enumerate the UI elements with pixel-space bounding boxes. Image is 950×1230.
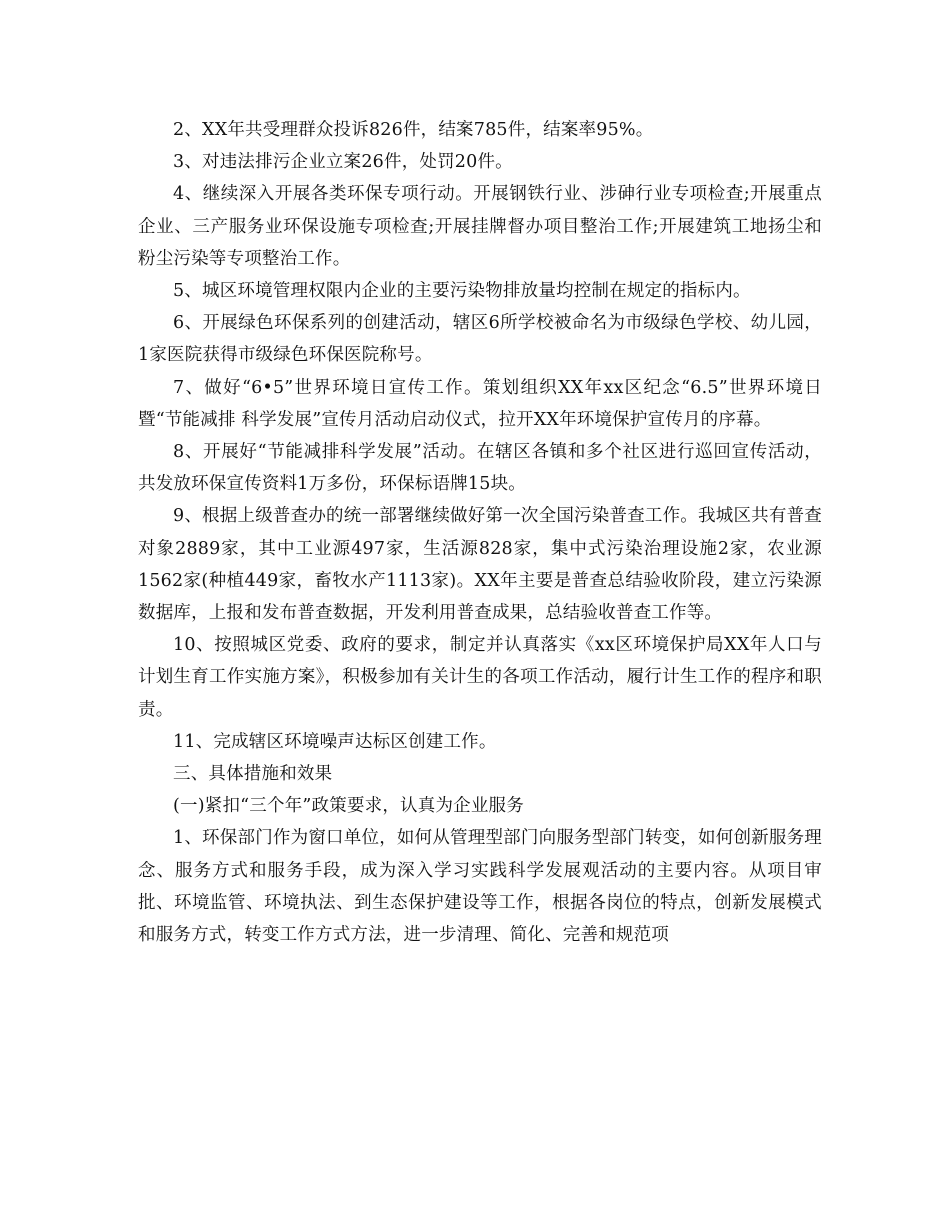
paragraph-item-6-green-campaign: 6、开展绿色环保系列的创建活动，辖区6所学校被命名为市级绿色学校、幼儿园，1家医院获得市级绿色环保医院称号。 xyxy=(138,313,822,366)
paragraph-item-4-special-actions: 4、继续深入开展各类环保专项行动。开展钢铁行业、涉砷行业专项检查;开展重点企业、三产服务业环保设施专项检查;开展挂牌督办项目整治工作;开展建筑工地扬尘和粉尘污染等专项整治工作。 xyxy=(138,184,822,269)
paragraph-item-9-pollution-census: 9、根据上级普查办的统一部署继续做好第一次全国污染普查工作。我城区共有普查对象2889家，其中工业源497家，生活源828家，集中式污染治理设施2家，农业源1562家(种植449家，畜牧水产1113家)。XX年主要是普查总结验收阶段，建立污染源数据库，上报和发布普查数据，开发利用普查成果，总结验收普查工作等。 xyxy=(138,506,823,624)
paragraph-item-3-violations: 3、对违法排污企业立案26件，处罚20件。 xyxy=(173,152,513,173)
paragraph-item-11-noise: 11、完成辖区环境噪声达标区创建工作。 xyxy=(173,731,497,752)
paragraph-item-2-complaints: 2、XX年共受理群众投诉826件，结案785件，结案率95%。 xyxy=(173,120,654,140)
document-body xyxy=(138,114,822,951)
paragraph-item-7-environment-day: 7、做好“6•5”世界环境日宣传工作。策划组织XX年xx区纪念“6.5”世界环境日暨“节能减排 科学发展”宣传月活动启动仪式，拉开XX年环境保护宣传月的序幕。 xyxy=(138,377,822,430)
section-heading-measures: 三、具体措施和效果 xyxy=(173,764,333,785)
paragraph-item-8-energy-saving: 8、开展好“节能减排科学发展”活动。在辖区各镇和多个社区进行巡回宣传活动，共发放环保宣传资料1万多份，环保标语牌15块。 xyxy=(138,442,822,495)
paragraph-item-5-emissions: 5、城区环境管理权限内企业的主要污染物排放量均控制在规定的指标内。 xyxy=(173,281,751,302)
paragraph-measure-1-service: 1、环保部门作为窗口单位，如何从管理型部门向服务型部门转变，如何创新服务理念、服务方式和服务手段，成为深入学习实践科学发展观活动的主要内容。从项目审批、环境监管、环境执法、到生态保护建设等工作，根据各岗位的特点，创新发展模式和服务方式，转变工作方式方法，进一步清理、简化、完善和规范项 xyxy=(138,828,822,946)
subsection-heading-three-years: (一)紧扣“三个年”政策要求，认真为企业服务 xyxy=(173,796,524,817)
paragraph-item-10-family-planning: 10、按照城区党委、政府的要求，制定并认真落实《xx区环境保护局XX年人口与计划生育工作实施方案》，积极参加有关计生的各项工作活动，履行计生工作的程序和职责。 xyxy=(138,635,822,720)
